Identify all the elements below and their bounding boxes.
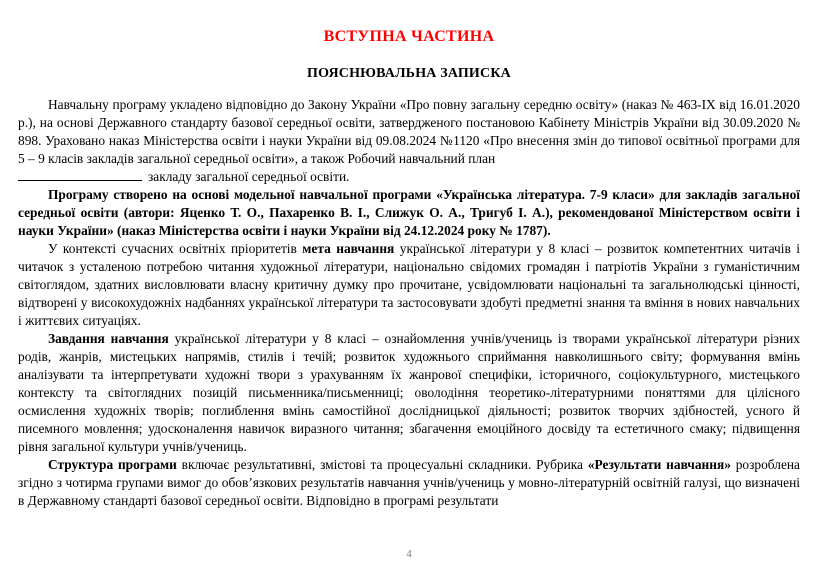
blank-line <box>18 168 142 181</box>
paragraph-model-program <box>18 186 800 240</box>
paragraph-tasks <box>18 330 800 456</box>
bold-text: Завдання навчання <box>48 331 169 346</box>
bold-text: «Результати навчання» <box>587 457 731 472</box>
paragraph-legal-basis <box>18 96 800 186</box>
section-subtitle: ПОЯСНЮВАЛЬНА ЗАПИСКА <box>306 66 511 81</box>
paragraph-text: української літератури у 8 класі – розвиток компетентних читачів і читачок з усталеною потребою читання художньої літератури, національно свідомих громадян і патріотів України з гуманістичним світоглядом, здатних висловлювати власну критичну думку про прочитане, усвідомлювати національні та загальнолюдські цінності, відтворені у високохудожніх надбаннях української літератури та застосовувати здобуті предметні знання та вміння в нових навчальних і життєвих ситуаціях. <box>18 241 800 328</box>
paragraph-text: включає результативні, змістові та процесуальні складники. Рубрика <box>176 457 588 472</box>
paragraph-text: Навчальну програму укладено відповідно до Закону України «Про повну загальну середню освіту» (наказ № 463-IX від 16.01.2020 р.), на основі Державного стандарту базової середньої освіти, затвердженого постановою Кабінету Міністрів України від 30.09.2020 № 898. Ураховано наказ Міністерства освіти і науки України від 09.08.2024 №1120 «Про внесення змін до типової освітньої програми для 5 – 9 класів закладів загальної середньої освіти», а також Робочий навчальний план <box>18 97 800 166</box>
paragraph-structure <box>18 456 800 510</box>
paragraph-text: закладу загальної середньої освіти. <box>148 169 350 184</box>
bold-text: Структура програми <box>48 457 177 472</box>
section-title: ВСТУПНА ЧАСТИНА <box>323 28 495 45</box>
paragraph-text: У контексті сучасних освітніх пріоритетів <box>48 241 303 256</box>
document-body <box>18 96 800 510</box>
bold-text: Програму створено на основі модельної навчальної програми «Українська література. 7-9 класи» для закладів загальної середньої освіти (автори: Яценко Т. О., Пахаренко В. І., Слижук О. А., Тригуб І. А.), рекомендованої Міністерством освіти і науки України» (наказ Міністерства освіти і науки України від 24.12.2024 року № 1787). <box>18 187 800 238</box>
bold-text: мета навчання <box>302 241 395 256</box>
paragraph-text: української літератури у 8 класі – ознайомлення учнів/учениць із творами української літератури різних родів, жанрів, мистецьких напрямів, стилів і течій; розвиток художнього сприймання навколишнього світу; формування вмінь аналізувати та інтерпретувати художні твори з урахуванням їх жанрової специфіки, історичного, соціокультурного, мистецького контексту та світоглядних позицій письменника/письменниці; оволодіння теоретико-літературними поняттями для цілісного осмислення художніх творів; поглиблення вмінь самостійної дослідницької діяльності; розвиток творчих здібностей, усного й писемного мовлення; удосконалення навичок виразного читання; збагачення емоційного досвіду та естетичного смаку; підвищення рівня загальної культури учнів/учениць. <box>18 331 800 454</box>
paragraph-goal <box>18 240 800 330</box>
page-number: 4 <box>406 548 412 560</box>
paragraph-text: розроблена згідно з чотирма групами вимог до обов’язкових результатів навчання учнів/учениць у мовно-літературній освітній галузі, що визначені в Державному стандарті базової середньої освіти. Відповідно в програмі результати <box>18 457 801 508</box>
